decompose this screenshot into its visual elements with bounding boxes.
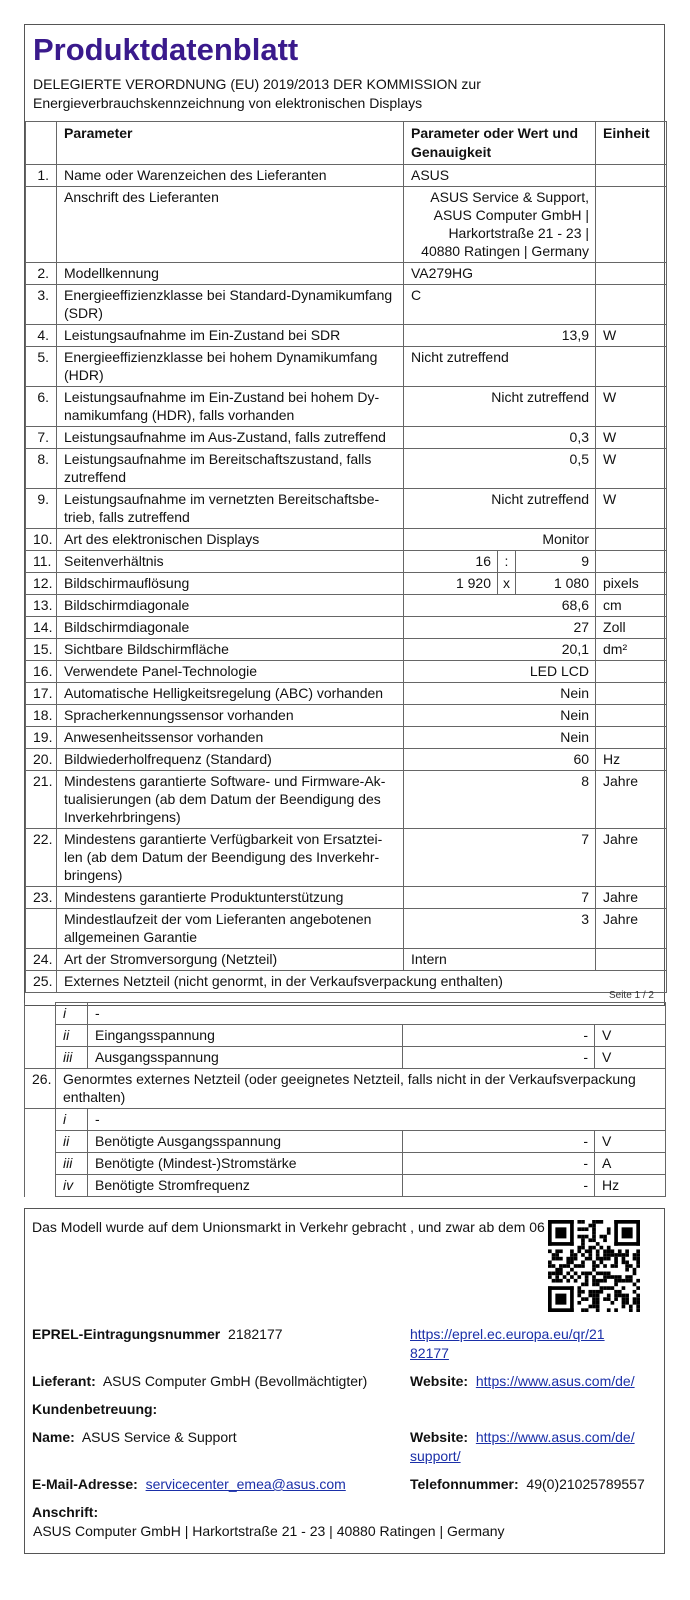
row-unit: V — [595, 1025, 666, 1047]
eprel-link-block — [410, 1325, 605, 1363]
row-parameter: Sichtbare Bildschirmfläche — [57, 639, 404, 661]
table-row — [26, 325, 667, 347]
row-number: 5. — [26, 347, 57, 387]
row-parameter: Genormtes externes Netzteil (oder geeignetes Netzteil, falls nicht in der Verkaufsverpackung enthalten) — [56, 1069, 666, 1109]
sub-row — [25, 1003, 666, 1025]
row-value: VA279HG — [404, 263, 596, 285]
row-value: Nein — [404, 705, 596, 727]
address-value: ASUS Computer GmbH | Harkortstraße 21 - 23 | 40880 Ratingen | Germany — [33, 1523, 505, 1539]
table-row — [26, 887, 667, 909]
row-unit — [596, 727, 667, 749]
eprel-block — [32, 1325, 283, 1344]
indent-cell — [25, 1131, 56, 1153]
header-number — [26, 122, 57, 165]
row-unit: Jahre — [596, 829, 667, 887]
header-value: Parameter oder Wert und Genauigkeit — [404, 122, 596, 165]
row-number: 16. — [26, 661, 57, 683]
row-value: - — [403, 1047, 595, 1069]
row-parameter: Spracherkennungssensor vorhanden — [57, 705, 404, 727]
row-parameter: Bildschirmdiagonale — [57, 617, 404, 639]
row-parameter: Art des elektronischen Displays — [57, 529, 404, 551]
row-parameter: Mindestens garantierte Verfügbarkeit von Ersatzteilen (ab dem Datum der Beendigung des Inverkehrbringens) — [57, 829, 404, 887]
row-number: 25. — [26, 971, 57, 993]
row-number: 17. — [26, 683, 57, 705]
row-parameter: Automatische Helligkeitsregelung (ABC) vorhanden — [57, 683, 404, 705]
table-row — [26, 187, 667, 263]
row-parameter: Art der Stromversorgung (Netzteil) — [57, 949, 404, 971]
row-separator: : — [498, 551, 516, 573]
row-value: Monitor — [404, 529, 596, 551]
row-value: Intern — [404, 949, 596, 971]
row-parameter: Leistungsaufnahme im Bereitschaftszustand, falls zutreffend — [57, 449, 404, 489]
row-value: LED LCD — [404, 661, 596, 683]
row-value: Nicht zutreffend — [404, 347, 596, 387]
table-row — [26, 449, 667, 489]
row-number: 20. — [26, 749, 57, 771]
row-unit — [596, 705, 667, 727]
row-unit: cm — [596, 595, 667, 617]
row-value: 7 — [404, 829, 596, 887]
sub-row — [25, 1175, 666, 1197]
table-row — [26, 639, 667, 661]
row-number: 10. — [26, 529, 57, 551]
row-unit: Jahre — [596, 887, 667, 909]
indent-cell — [25, 1109, 56, 1131]
header-unit: Einheit — [596, 122, 667, 165]
table-row — [26, 347, 667, 387]
row-value-1: 16 — [404, 551, 498, 573]
table-row — [26, 727, 667, 749]
row-number: 15. — [26, 639, 57, 661]
market-date-text: Das Modell wurde auf dem Unionsmarkt in Verkehr gebracht , und zwar ab dem 06 — [32, 1219, 545, 1235]
email-link[interactable]: servicecenter_emea@asus.com — [145, 1476, 346, 1492]
row-roman: i — [56, 1109, 88, 1131]
row-value-2: 1 080 — [516, 573, 596, 595]
table-row — [26, 595, 667, 617]
row-unit — [596, 661, 667, 683]
table-row — [26, 573, 667, 595]
table-row — [26, 683, 667, 705]
row-parameter: Bildwiederholfrequenz (Standard) — [57, 749, 404, 771]
table-row — [26, 749, 667, 771]
supplier-block — [32, 1372, 367, 1391]
eprel-link[interactable]: https://eprel.ec.europa.eu/qr/21 82177 — [410, 1326, 605, 1361]
row-parameter: Mindestens garantierte Produktunterstützung — [57, 887, 404, 909]
service-name-block — [32, 1428, 237, 1447]
indent-cell — [25, 1175, 56, 1197]
row-unit: Jahre — [596, 771, 667, 829]
row-unit — [596, 285, 667, 325]
row-parameter: Externes Netzteil (nicht genormt, in der Verkaufsverpackung enthalten) — [57, 971, 667, 993]
row-value: ASUS — [404, 165, 596, 187]
eprel-label: EPREL-Eintragungsnummer — [32, 1326, 221, 1342]
row-number — [26, 909, 57, 949]
row-unit — [596, 263, 667, 285]
website-label-2: Website: — [410, 1429, 469, 1445]
row-unit: Hz — [595, 1175, 666, 1197]
row-value: Nicht zutreffend — [404, 387, 596, 427]
row-parameter: Leistungsaufnahme im Ein-Zustand bei SDR — [57, 325, 404, 347]
website-block — [410, 1372, 635, 1391]
row-value: 0,5 — [404, 449, 596, 489]
table-row — [26, 427, 667, 449]
row-value-2: 9 — [516, 551, 596, 573]
table-row — [26, 551, 667, 573]
row-number: 22. — [26, 829, 57, 887]
row-parameter: Name oder Warenzeichen des Lieferanten — [57, 165, 404, 187]
row-parameter: Bildschirmauflösung — [57, 573, 404, 595]
row-value: 27 — [404, 617, 596, 639]
indent-cell — [25, 1025, 56, 1047]
email-block — [32, 1475, 346, 1494]
row-value: - — [403, 1131, 595, 1153]
row-parameter: Verwendete Panel-Technologie — [57, 661, 404, 683]
sub-row — [25, 1131, 666, 1153]
eprel-number: 2182177 — [228, 1326, 283, 1342]
row-value: Nein — [404, 727, 596, 749]
row-value: 8 — [404, 771, 596, 829]
continuation-table — [24, 1002, 665, 1197]
row-value: ASUS Service & Support, ASUS Computer GmbH | Harkortstraße 21 - 23 | 40880 Ratingen | Germany — [404, 187, 596, 263]
table-row — [26, 909, 667, 949]
sub-row — [25, 1109, 666, 1131]
qr-code-icon — [548, 1220, 640, 1312]
table-row — [26, 285, 667, 325]
support-website-link[interactable]: https://www.asus.com/de/ support/ — [410, 1429, 635, 1464]
row-value: 20,1 — [404, 639, 596, 661]
row-parameter: Bildschirmdiagonale — [57, 595, 404, 617]
row-value: 0,3 — [404, 427, 596, 449]
sheet-header — [25, 25, 664, 121]
table-row — [26, 829, 667, 887]
row-value: 68,6 — [404, 595, 596, 617]
table-row — [25, 1069, 666, 1109]
row-number: 6. — [26, 387, 57, 427]
row-roman: ii — [56, 1131, 88, 1153]
row-number: 8. — [26, 449, 57, 489]
row-parameter: Anschrift des Lieferanten — [57, 187, 404, 263]
sub-row — [25, 1047, 666, 1069]
row-number: 18. — [26, 705, 57, 727]
row-parameter: Leistungsaufnahme im Ein-Zustand bei hohem Dynamikumfang (HDR), falls vorhanden — [57, 387, 404, 427]
name-label: Name: — [32, 1429, 75, 1445]
row-number: 12. — [26, 573, 57, 595]
row-number: 11. — [26, 551, 57, 573]
row-unit — [596, 187, 667, 263]
row-value: - — [403, 1175, 595, 1197]
row-number: 23. — [26, 887, 57, 909]
row-value: C — [404, 285, 596, 325]
row-number: 7. — [26, 427, 57, 449]
page-number: Seite 1 / 2 — [608, 990, 654, 1001]
row-parameter: Leistungsaufnahme im Aus-Zustand, falls zutreffend — [57, 427, 404, 449]
row-number: 2. — [26, 263, 57, 285]
table-row — [26, 489, 667, 529]
row-number: 21. — [26, 771, 57, 829]
row-roman: ii — [56, 1025, 88, 1047]
table-row — [26, 165, 667, 187]
row-parameter: - — [88, 1003, 666, 1025]
header-parameter: Parameter — [57, 122, 404, 165]
row-number: 1. — [26, 165, 57, 187]
row-unit — [596, 551, 667, 573]
table-row — [26, 529, 667, 551]
row-value: 3 — [404, 909, 596, 949]
row-unit: W — [596, 387, 667, 427]
table-row — [26, 661, 667, 683]
row-unit: A — [595, 1153, 666, 1175]
website-link[interactable]: https://www.asus.com/de/ — [475, 1373, 635, 1389]
row-value: 60 — [404, 749, 596, 771]
row-unit: W — [596, 449, 667, 489]
row-unit: Jahre — [596, 909, 667, 949]
indent-cell — [25, 1153, 56, 1175]
address-label: Anschrift: — [32, 1504, 99, 1520]
row-number: 9. — [26, 489, 57, 529]
row-parameter: Benötigte Stromfrequenz — [88, 1175, 403, 1197]
table-row — [26, 971, 667, 993]
product-data-sheet — [24, 24, 665, 1006]
row-number: 19. — [26, 727, 57, 749]
page-title: Produktdatenblatt — [33, 32, 299, 67]
row-parameter: Leistungsaufnahme im vernetzten Bereitschaftsbetrieb, falls zutreffend — [57, 489, 404, 529]
row-number: 13. — [26, 595, 57, 617]
sub-row — [25, 1153, 666, 1175]
email-label: E-Mail-Adresse: — [32, 1476, 138, 1492]
row-parameter: Seitenverhältnis — [57, 551, 404, 573]
row-roman: i — [56, 1003, 88, 1025]
row-parameter: Benötigte Ausgangsspannung — [88, 1131, 403, 1153]
row-roman: iii — [56, 1153, 88, 1175]
row-parameter: Anwesenheitssensor vorhanden — [57, 727, 404, 749]
row-unit: V — [595, 1131, 666, 1153]
row-unit — [596, 347, 667, 387]
row-parameter: Energieeffizienzklasse bei Standard-Dynamikumfang (SDR) — [57, 285, 404, 325]
row-unit: W — [596, 427, 667, 449]
sub-row — [25, 1025, 666, 1047]
table-row — [26, 705, 667, 727]
table-row — [26, 949, 667, 971]
row-parameter: Eingangsspannung — [88, 1025, 403, 1047]
row-unit — [596, 165, 667, 187]
row-value: - — [403, 1153, 595, 1175]
row-parameter: Mindestens garantierte Software- und Firmware-Aktualisierungen (ab dem Datum der Beendigung des Inverkehrbringens) — [57, 771, 404, 829]
row-value: Nein — [404, 683, 596, 705]
table-row — [26, 771, 667, 829]
table-row — [26, 263, 667, 285]
row-parameter: Energieeffizienzklasse bei hohem Dynamikumfang (HDR) — [57, 347, 404, 387]
row-roman: iii — [56, 1047, 88, 1069]
indent-cell — [25, 1047, 56, 1069]
support-website-block — [410, 1428, 635, 1466]
regulation-line-2: Energieverbrauchskennzeichnung von elektronischen Displays — [33, 95, 423, 111]
row-unit: W — [596, 325, 667, 347]
row-unit: Hz — [596, 749, 667, 771]
supplier-label: Lieferant: — [32, 1373, 96, 1389]
table-row — [26, 617, 667, 639]
row-unit — [596, 683, 667, 705]
row-unit: dm² — [596, 639, 667, 661]
row-value: - — [403, 1025, 595, 1047]
parameter-table — [25, 121, 667, 993]
row-parameter: - — [88, 1109, 666, 1131]
phone-label: Telefonnummer: — [410, 1476, 519, 1492]
phone-value: 49(0)21025789557 — [526, 1476, 645, 1492]
row-value: 13,9 — [404, 325, 596, 347]
row-separator: x — [498, 573, 516, 595]
row-parameter: Benötigte (Mindest-)Stromstärke — [88, 1153, 403, 1175]
table-row — [26, 387, 667, 427]
table-header-row — [26, 122, 667, 165]
row-number: 24. — [26, 949, 57, 971]
row-unit: W — [596, 489, 667, 529]
row-number: 3. — [26, 285, 57, 325]
row-unit: pixels — [596, 573, 667, 595]
phone-block — [410, 1475, 645, 1494]
row-unit: V — [595, 1047, 666, 1069]
row-number: 4. — [26, 325, 57, 347]
regulation-line-1: DELEGIERTE VERORDNUNG (EU) 2019/2013 DER KOMMISSION zur — [33, 76, 481, 92]
name-value: ASUS Service & Support — [81, 1429, 237, 1445]
row-unit — [596, 949, 667, 971]
row-parameter: Mindestlaufzeit der vom Lieferanten angebotenen allgemeinen Garantie — [57, 909, 404, 949]
row-number — [26, 187, 57, 263]
row-unit: Zoll — [596, 617, 667, 639]
row-number: 26. — [25, 1069, 56, 1109]
row-value-1: 1 920 — [404, 573, 498, 595]
supplier-value: ASUS Computer GmbH (Bevollmächtigter) — [102, 1373, 368, 1389]
indent-cell — [25, 1003, 56, 1025]
customer-service-label: Kundenbetreuung: — [32, 1401, 158, 1417]
row-unit — [596, 529, 667, 551]
row-number: 14. — [26, 617, 57, 639]
row-parameter: Modellkennung — [57, 263, 404, 285]
row-value: Nicht zutreffend — [404, 489, 596, 529]
row-roman: iv — [56, 1175, 88, 1197]
website-label: Website: — [410, 1373, 469, 1389]
row-value: 7 — [404, 887, 596, 909]
row-parameter: Ausgangsspannung — [88, 1047, 403, 1069]
